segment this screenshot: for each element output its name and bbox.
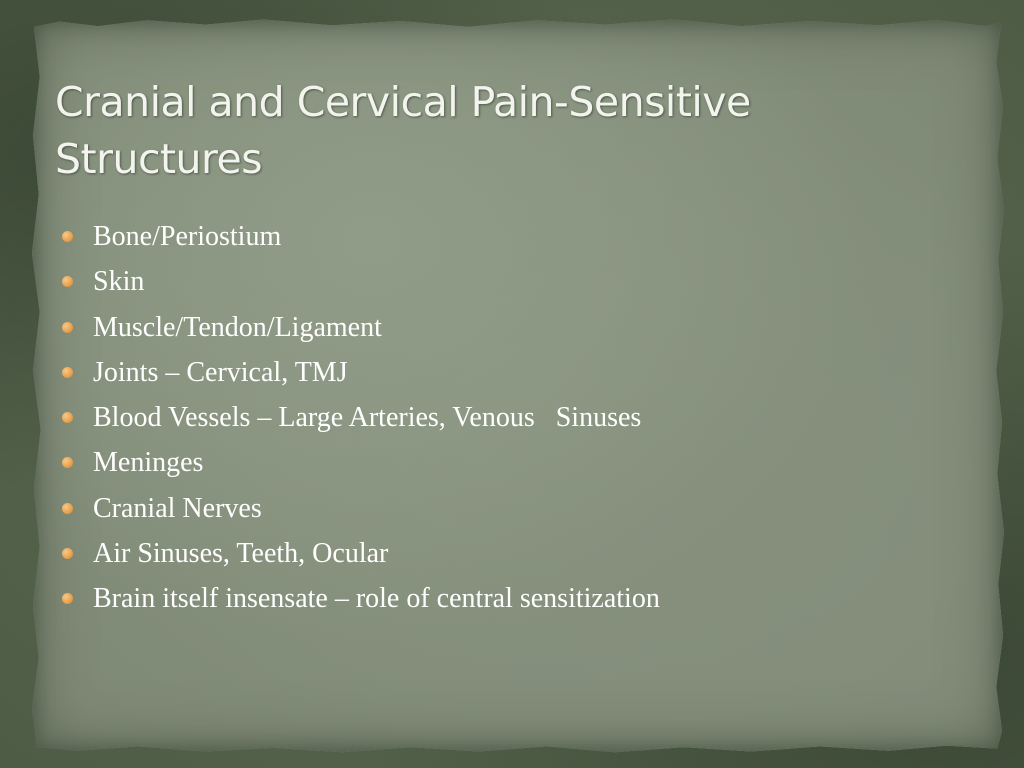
bullet-list: [62, 214, 962, 622]
bullet-text: Bone/Periostium: [93, 221, 282, 252]
bullet-text: Brain itself insensate – role of central sensitization: [93, 583, 660, 615]
bullet-item: [62, 486, 962, 531]
bullet-item: [62, 214, 962, 259]
bullet-text: Joints – Cervical, TMJ: [93, 356, 348, 388]
orange-dot-icon: [62, 503, 73, 514]
bullet-item: [62, 259, 962, 304]
orange-dot-icon: [62, 548, 73, 559]
orange-dot-icon: [62, 412, 73, 423]
bullet-item: [62, 350, 962, 395]
bullet-item: [62, 395, 962, 440]
bullet-item: [62, 440, 962, 485]
orange-dot-icon: [62, 593, 73, 604]
orange-dot-icon: [62, 231, 73, 242]
bullet-text: Air Sinuses, Teeth, Ocular: [93, 538, 389, 570]
orange-dot-icon: [62, 367, 73, 378]
bullet-text: Blood Vessels – Large Arteries, Venous Sinuses: [93, 402, 642, 434]
bullet-item: [62, 305, 962, 350]
orange-dot-icon: [62, 322, 73, 333]
bullet-text: Cranial Nerves: [93, 492, 262, 524]
slide-title: Cranial and Cervical Pain-Sensitive Structures: [55, 78, 751, 183]
bullet-item: [62, 531, 962, 576]
bullet-text: Muscle/Tendon/Ligament: [93, 311, 382, 343]
bullet-text: Skin: [93, 266, 145, 298]
orange-dot-icon: [62, 457, 73, 468]
bullet-item: [62, 576, 962, 621]
bullet-text: Meninges: [93, 447, 204, 479]
orange-dot-icon: [62, 276, 73, 287]
